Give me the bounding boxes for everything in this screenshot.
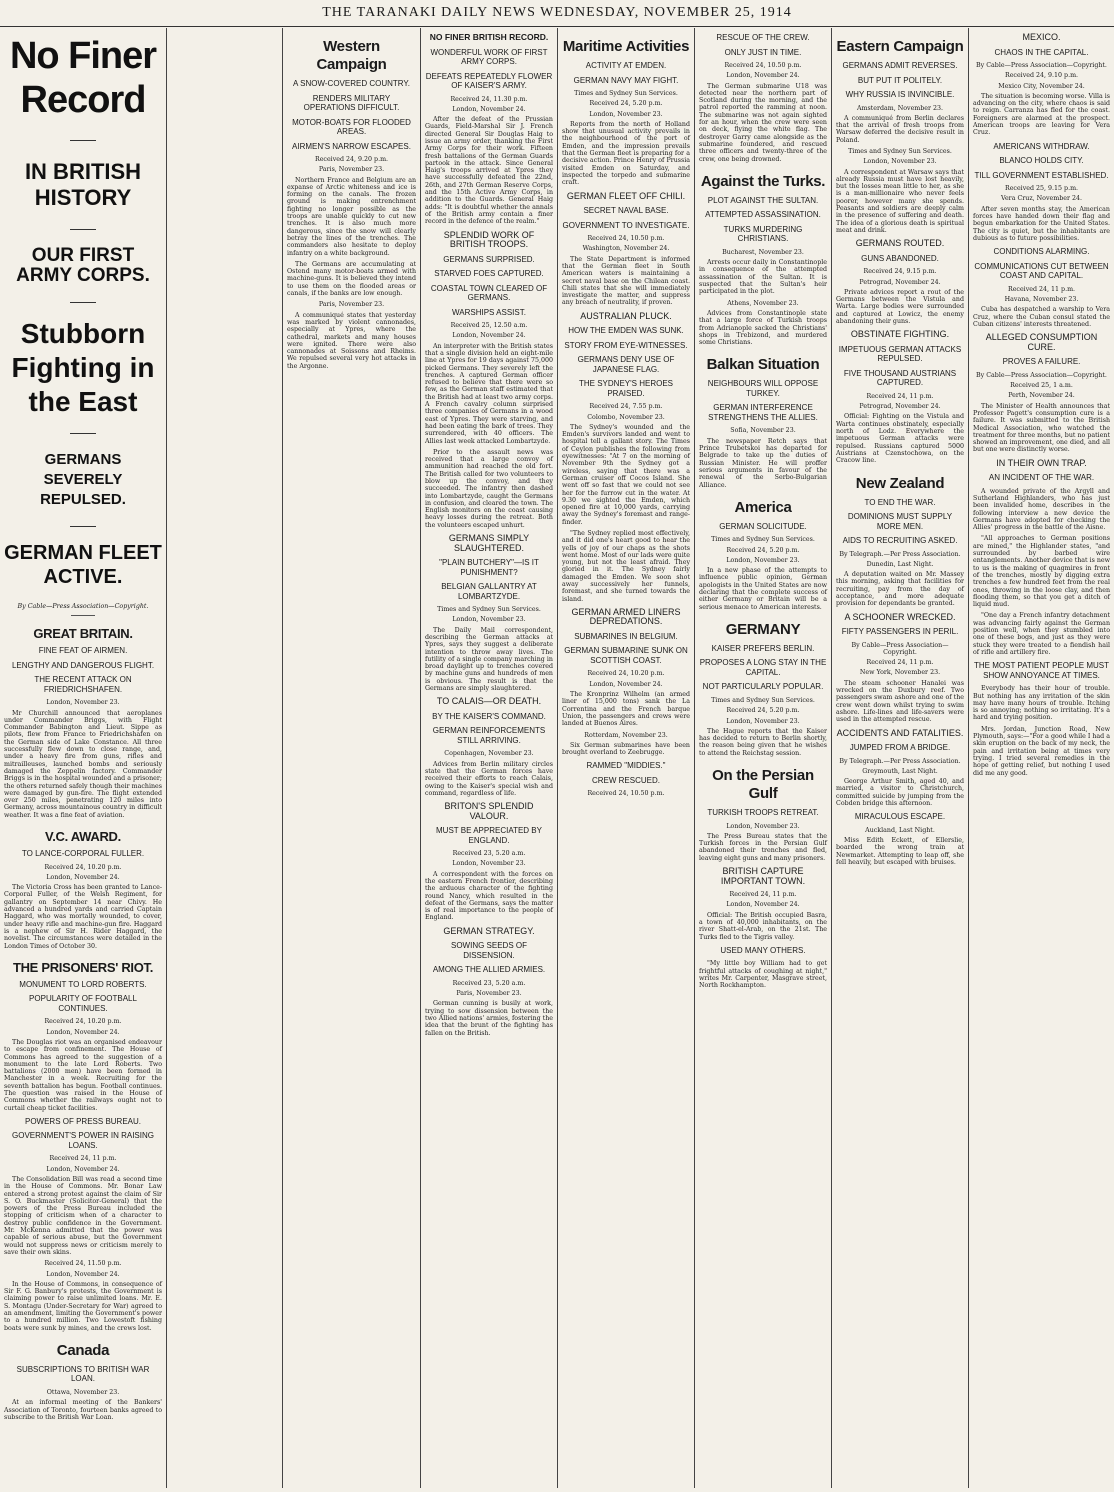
article-paragraph: Advices from Berlin military circles state that the German forces have received their efforts to reach Calais, owing to the Kaiser's special wish and command, regardless of life. [425, 760, 553, 797]
dateline: Sofia, November 23. [730, 427, 796, 435]
section-title-eastern-campaign: Eastern Campaign [836, 38, 964, 55]
article-paragraph: Six German submarines have been brought overland to Zeebrugge. [562, 741, 690, 757]
article-paragraph: In the House of Commons, in consequence of Sir F. G. Banbury's protests, the Government is claiming power to raise unlimited loans. Mr. E. S. Montagu (Under-Secretary for War) agreed to an amendment, limiting the Government's power to a hundred million. Two Lowestoft fishing boats were sunk by mines, and the crews lost. [4, 1280, 162, 1332]
subheading: SUBSCRIPTIONS TO BRITISH WAR LOAN. [16, 1364, 150, 1384]
section-title-armed-liners: GERMAN ARMED LINERS DEPREDATIONS. [571, 606, 681, 627]
subheading: MIRACULOUS ESCAPE. [854, 812, 946, 822]
article-paragraph: German cunning is busily at work, trying to sow dissension between the two Allied nations' armies, fostering the idea that the brunt of the fighting has fallen on the British. [425, 1000, 553, 1037]
subheading: GERMANS SURPRISED. [443, 254, 535, 264]
received-line: Received 24, 5.20 p.m. [726, 546, 800, 554]
subheading: TURKS MURDERING CHRISTIANS. [723, 224, 803, 244]
subheading: GERMAN SUBMARINE SUNK ON SCOTTISH COAST. [564, 646, 688, 665]
subheading: THE MOST PATIENT PEOPLE MUST SHOW ANNOYANCE AT TIMES. [974, 661, 1109, 680]
article-paragraph: The State Department is informed that the German fleet in South American waters is maintaining a secret naval base on the Chilean coast. Chili states that she will immediately investigate the matter, and suppress any breach of neutrality, if proven. [562, 255, 690, 307]
received-line: By Cable—Press Association—Copyright. [976, 62, 1107, 69]
article-paragraph: Arrests occur daily in Constantinople in consequence of the attempted assassination of the Sultan. It is suspected that the Sultan's heir participated in the plot. [699, 259, 827, 296]
subheading: GERMANS DENY USE OF JAPANESE FLAG. [577, 355, 675, 374]
column-4 [558, 28, 695, 1488]
dateline: Washington, November 24. [582, 245, 670, 253]
section-title-canada: Canada [56, 1341, 110, 1359]
dateline: London, November 24. [46, 1165, 120, 1173]
received-line: Received 24, 5.20 p.m. [726, 707, 800, 715]
subheading: FIVE THOUSAND AUSTRIANS CAPTURED. [843, 368, 957, 388]
dateline: London, November 24. [726, 72, 800, 80]
subheading: AMERICANS WITHDRAW. [993, 141, 1090, 151]
subheading: PROPOSES A LONG STAY IN THE CAPITAL. [699, 658, 827, 677]
received-line: Received 24, 10.50 p.m. [587, 790, 665, 798]
section-title-german-fleet-chili: GERMAN FLEET OFF CHILI. [566, 190, 686, 201]
dateline: Petrograd, November 24. [859, 403, 941, 411]
article-paragraph: A wounded private of the Argyll and Sutherland Highlanders, who has just been invalided home, describes in the following interview a new device the Germans have adopted for checking the Allies' progress in the battle of the Aisne. [973, 487, 1110, 532]
article-paragraph: Everybody has their hour of trouble. But nothing has any irritation of the skin may have many hours of trouble. Itching is so annoying; nothing so irritating. It's a hard and trying position. [973, 685, 1110, 722]
received-line: Received 24, 11.50 p.m. [44, 1260, 122, 1268]
article-paragraph: The Kronprinz Wilhelm (an armed liner of 15,000 tons) sank the La Correntina and the French barque Union, the passengers and crews were landed at Buenos Aires. [562, 691, 690, 728]
dateline: London, November 24. [726, 901, 800, 909]
subheading: PLOT AGAINST THE SULTAN. [707, 195, 819, 205]
received-line: Received 24, 11 p.m. [866, 392, 934, 400]
subheading: COMMUNICATIONS CUT BETWEEN COAST AND CAPITAL. [974, 261, 1109, 281]
received-line: Received 23, 5.20 a.m. [452, 850, 526, 858]
received-line: Received 23, 5.20 a.m. [452, 979, 526, 987]
masthead: THE TARANAKI DAILY NEWS WEDNESDAY, NOVEMBER 25, 1914 [0, 0, 1114, 27]
article-paragraph: Northern France and Belgium are an expanse of Arctic whiteness and ice is forming on the canals. The frozen ground is making entrenchment fighting no longer possible as the troops are unable quickly to cut new trenches. It is also much more dangerous, since the snow will clearly betray the lines of the trenches. The commanders also hesitate to deploy infantry on a white background. [287, 176, 416, 257]
received-line: Received 24, 11 p.m. [1007, 285, 1076, 293]
subheading: RENDERS MILITARY OPERATIONS DIFFICULT. [303, 93, 400, 112]
subheading: GERMAN INTERFERENCE STRENGTHENS THE ALLIES. [708, 403, 818, 422]
dateline: Rotterdam, November 23. [584, 731, 668, 739]
subheading: MOTOR-BOATS FOR FLOODED AREAS. [292, 117, 411, 136]
article-paragraph: An interpreter with the British states that a single division held an eight-mile line at Ypres for 19 days against 75,000 picked Germans. They severely left the trenches. A captured German officer refused to believe that there were so few, as the German staff estimated that the British had at least two army corps. A French cavalry column surprised three companies of Germans in a wood east of Ypres. They were starving, and had been eating the bark of trees. They surrendered, with 40 officers. The Allies last week attacked Lombartzyde. [425, 342, 553, 445]
dateline: London, November 24. [452, 105, 526, 113]
dateline: London, November 24. [46, 873, 120, 881]
subheading: LENGTHY AND DANGEROUS FLIGHT. [11, 660, 155, 670]
column-2-body [283, 28, 421, 1488]
section-title-no-finer-british-record: NO FINER BRITISH RECORD. [429, 32, 549, 42]
subheading: ATTEMPTED ASSASSINATION. [705, 210, 821, 220]
dateline: Auckland, Last Night. [865, 826, 935, 834]
received-line: Times and Sydney Sun Services. [574, 90, 678, 97]
column-1 [0, 28, 167, 1488]
section-title-german-strategy: GERMAN STRATEGY. [443, 925, 535, 936]
dateline: London, November 24. [589, 680, 663, 688]
section-title-consumption-cure: ALLEGED CONSUMPTION CURE. [985, 332, 1098, 352]
article-paragraph: After the defeat of the Prussian Guards, Field-Marshal Sir J. French directed General Sir Douglas Haig to issue an army order, thanking the First Army Corps for their work. Fifteen fresh battalions of the German Guards partook in the attack. Since General Haig's troops arrived at Ypres they have successfully defeated the 22nd, 26th, and 27th German Reserve Corps, and the 15th Active Army Corps, in addition to the Guards. General Haig adds: "It is doubtful whether the annals of the British army contain a finer record in the defence of the realm." [425, 116, 553, 226]
headline-british-history: IN BRITISH HISTORY [24, 159, 142, 210]
section-title-america: America [734, 498, 792, 516]
subheading: HOW THE EMDEN WAS SUNK. [568, 326, 684, 336]
subheading: BLANCO HOLDS CITY. [999, 156, 1084, 166]
dateline: Amsterdam, November 23. [856, 104, 944, 112]
dateline: London, November 23. [589, 110, 663, 118]
article-paragraph: The Victoria Cross has been granted to Lance-Corporal Fuller, of the Welsh Regiment, for gallantry on September 14 near Chivy. He advanced a hundred yards and carried Captain Haggard, who was mortally wounded, to cover, under heavy rifle and machine-gun fire. Haggard is a nephew of Sir H. Rider Haggard, the novelist. The circumstances were detailed in the London Times of October 30. [4, 884, 162, 950]
column-7 [969, 28, 1114, 1488]
received-line: By Cable—Press Association—Copyright. [851, 641, 949, 656]
dateline: Dunedin, Last Night. [866, 560, 934, 568]
article-paragraph: The Germans are accumulating at Ostend many motor-boats armed with machine-guns. It is believed they intend to use them on the flooded areas or canals, if the banks are low enough. [287, 260, 416, 298]
received-line: Times and Sydney Sun Services. [437, 606, 541, 614]
section-title-persian-gulf: On the Persian Gulf [712, 767, 814, 803]
dateline: London, November 24. [452, 332, 526, 340]
received-line: Times and Sydney Sun Services. [711, 696, 815, 704]
dateline: Athens, November 23. [727, 299, 799, 307]
article-paragraph: Mrs. Jordan, Junction Road, New Plymouth, says:—"For a good while I had a skin eruption on the back of my neck, the pain and irritation being at times very trying. I tried several remedies in the hope of getting relief, but nothing I used did me any good. [973, 725, 1110, 777]
dateline: London, November 23. [452, 860, 526, 868]
subheading: WONDERFUL WORK OF FIRST ARMY CORPS. [430, 47, 548, 66]
dateline: Paris, November 23. [318, 301, 385, 309]
article-paragraph: Private advices report a rout of the Germans between the Vistula and Warta. Large bodies were surrounded and captured at Lowicz, the enemy abandoning their guns. [836, 288, 964, 326]
dateline: Ottawa, November 23. [46, 1388, 120, 1396]
subheading: STORY FROM EYE-WITNESSES. [564, 340, 688, 350]
received-line: Times and Sydney Sun Services. [848, 147, 952, 155]
section-title-rammed-middies: RAMMED "MIDDIES." [586, 761, 666, 771]
article-paragraph: The Minister of Health announces that Professor Pagett's consumption cure is a failure. It was submitted to the British Medical Association, who watched the treatment for three months, but no patient showed an improvement, one died, and all but one were distinctly worse. [973, 402, 1110, 454]
subheading: WHY RUSSIA IS INVINCIBLE. [845, 90, 955, 99]
section-title-great-britain: GREAT BRITAIN. [33, 626, 133, 642]
section-title-germany: GERMANY [725, 620, 801, 638]
subheading: TURKISH TROOPS RETREAT. [707, 808, 819, 818]
subheading: POPULARITY OF FOOTBALL CONTINUES. [29, 994, 137, 1013]
article-paragraph: "The Sydney replied most effectively, and it did one's heart good to hear the yells of joy of our chaps as the shots went home. Most of our lads were quite young, but not the least afraid. They gloried in it. The Sydney fairly damaged the Emden. We soon shot away successively her funnels, foremast, and she turned towards the island. [562, 529, 690, 603]
article-paragraph: Official: Fighting on the Vistula and Warta continues obstinately, especially north of Lodz. Everywhere the impetuous German attacks were repulsed. Russians captured 5000 Austrians at Czenstochowa, on the Cracow line. [836, 413, 964, 465]
article-paragraph: The steam schooner Hanalei was wrecked on the Duxbury reef. Two passengers swam ashore and one of the crew went down whilst trying to swim ashore. Life-lines and life-savers were used in the attempted rescue. [836, 679, 964, 724]
subheading: ACTIVITY AT EMDEN. [585, 61, 667, 70]
article-paragraph: The German submarine U18 was detected near the northern part of Scotland during the morning, and the patrol reported the ramming at noon. The submarine was not again sighted for an hour, when the crew were seen on deck, flying the white flag. The destroyer Garry came alongside as the submarine foundered, and rescued three officers and twenty-three of the crew, one being drowned. [699, 82, 827, 163]
subheading: STARVED FOES CAPTURED. [434, 269, 544, 279]
subheading: TO LANCE-CORPORAL FULLER. [21, 849, 145, 859]
received-line: Received 24, 10.20 p.m. [587, 670, 665, 678]
subheading: GUNS ABANDONED. [861, 253, 939, 263]
received-line: Received 24, 11.30 p.m. [450, 95, 528, 103]
subheading: ONLY JUST IN TIME. [724, 47, 802, 57]
article-paragraph: The newspaper Retch says that Prince Trubetskoi has departed for Belgrade to take up the duties of Russian Minister. He will proffer serious arguments in favour of the renewal of the Serbo-Bulgarian Alliance. [699, 437, 827, 489]
subheading: WARSHIPS ASSIST. [452, 307, 526, 317]
article-paragraph: Reports from the north of Holland show that unusual activity prevails in the neighbourhood of the port of Emden, and the impression prevails that the German fleet is preparing for a decisive action. Prince Henry of Prussia visited Emden on Saturday, and inspected the torpedo and submarine craft. [562, 120, 690, 187]
subheading: NEIGHBOURS WILL OPPOSE TURKEY. [707, 379, 819, 398]
received-line: Received 25, 12.50 a.m. [450, 322, 528, 330]
dateline: Colombo, November 23. [587, 413, 665, 421]
dateline: Havana, November 23. [1004, 296, 1079, 304]
subheading: CREW RESCUED. [591, 775, 660, 785]
article-paragraph: The Daily Mail correspondent, describing the German attacks at Ypres, says they suggest a deliberate intention to throw away lives. The futility of a single company marching in broad daylight up to trenches covered by machine guns and hundreds of men is obvious. The result is that the Germans are simply slaughtered. [425, 626, 553, 693]
article-paragraph: Mr Churchill announced that aeroplanes under Commander Briggs, with Flight Commander Babington and Lieut. Sippe as pilots, flew from France to Friedrichshafen on the German side of Lake Constance. All three successfully flew down to close range, and, under a heavy fire from guns, rifles and mitrailleuses, launched bombs and seriously damaged the Zeppelin factory. Commander Briggs is in the hospital wounded and a prisoner; the others returned safely though their machines were damaged by gun-fire. The flight extended over 250 miles, penetrating 120 miles into Germany, across mountainous country in difficult weather. It was a fine feat of aviation. [4, 709, 162, 819]
subheading: FIFTY PASSENGERS IN PERIL. [841, 627, 959, 637]
dateline: London, November 24. [46, 1270, 120, 1278]
subheading: AIRMEN'S NARROW ESCAPES. [292, 141, 411, 151]
article-paragraph: Advices from Constantinople state that a large force of Turkish troops from Adrianople sacked the Christians' shops in Trebizond, and murdered some Christians. [699, 309, 827, 347]
subheading: A SNOW-COVERED COUNTRY. [293, 79, 410, 88]
subheading: RESCUE OF THE CREW. [716, 33, 810, 42]
byline: By Cable—Press Association—Copyright. [17, 603, 149, 610]
section-title-germans-slaughtered: GERMANS SIMPLY SLAUGHTERED. [448, 533, 530, 553]
article-paragraph: George Arthur Smith, aged 40, and married, a visitor to Christchurch, committed suicide by jumping from the Cobden bridge this afternoon. [836, 778, 964, 808]
column-3 [421, 28, 558, 1488]
dateline: Vera Cruz, November 24. [1000, 195, 1082, 203]
section-title-germans-routed: GERMANS ROUTED. [855, 238, 945, 249]
column-australia [167, 28, 283, 1488]
received-line: By Telegraph.—Per Press Association. [839, 550, 961, 558]
subheading: GOVERNMENT'S POWER IN RAISING LOANS. [12, 1131, 154, 1150]
dateline: Greymouth, Last Night. [862, 767, 938, 775]
subheading: GERMAN NAVY MAY FIGHT. [573, 75, 679, 85]
section-title-splendid-work: SPLENDID WORK OF BRITISH TROOPS. [443, 229, 535, 250]
subheading: AMONG THE ALLIED ARMIES. [432, 965, 546, 975]
section-title-vc-award: V.C. AWARD. [45, 829, 121, 845]
received-line: Received 24, 11 p.m. [49, 1155, 117, 1163]
received-line: Received 24, 9.10 p.m. [1004, 72, 1079, 80]
article-paragraph: After seven months stay, the American forces have handed down their flag and begun embarkation for the United States. The city is quiet, but the inhabitants are dubious as to future possibilities. [973, 205, 1110, 242]
section-title-australian-pluck: AUSTRALIAN PLUCK. [580, 310, 672, 321]
subheading: GERMAN SOLICITUDE. [719, 521, 807, 531]
subheading: GOVERNMENT TO INVESTIGATE. [562, 220, 690, 230]
article-paragraph: At an informal meeting of the Bankers' Association of Toronto, fourteen banks agreed to subscribe to the British War Loan. [4, 1399, 162, 1421]
article-paragraph: Miss Edith Eckett, of Ellerslie, boarded the wrong train at Newmarket. Attempting to leap off, she fell heavily, but escaped with bruises. [836, 837, 964, 867]
received-line: By Telegraph.—Per Press Association. [839, 757, 961, 765]
section-title-accidents: ACCIDENTS AND FATALITIES. [836, 727, 964, 738]
subheading: DEFEATS REPEATEDLY FLOWER OF KAISER'S ARMY. [425, 71, 553, 90]
received-line: Received 24, 10.20 p.m. [44, 863, 122, 871]
article-paragraph: Cuba has despatched a warship to Vera Cruz, where the Cuban consul stated the Cuban citizens' interests threatened. [973, 306, 1110, 328]
subheading: AN INCIDENT OF THE WAR. [988, 473, 1095, 483]
section-title-against-turks: Against the Turks. [700, 172, 826, 190]
received-line: Received 24, 10.20 p.m. [44, 1018, 122, 1026]
received-line: Times and Sydney Sun Services. [711, 536, 815, 544]
column-6 [832, 28, 969, 1488]
subheading: BUT PUT IT POLITELY. [857, 75, 943, 85]
article-paragraph: A communiqué states that yesterday was marked by violent cannonades, especially at Ypres, where the cathedral, markets and many houses were ignited. There were also cannonades at Soissons and Rheims. We repulsed several very hot attacks in the Argonne. [287, 311, 416, 370]
dateline: London, November 23. [46, 699, 120, 707]
headline-germans-repulsed: GERMANS SEVERELY REPULSED. [40, 451, 126, 508]
section-title-balkan-situation: Balkan Situation [706, 356, 820, 374]
received-line: Received 24, 11 p.m. [729, 891, 797, 899]
section-title-new-zealand: New Zealand [855, 474, 945, 492]
dateline: Paris, November 23. [318, 166, 385, 174]
section-title-prisoners-riot: THE PRISONERS' RIOT. [12, 959, 154, 975]
subheading: KAISER PREFERS BERLIN. [711, 643, 815, 653]
article-paragraph: In a new phase of the attempts to influence public opinion, German apologists in the United States are now declaring that the complete success of either Germany or Britain will be a serious menace to American interests. [699, 567, 827, 611]
section-title-mexico: MEXICO. [1022, 32, 1061, 42]
dateline: London, November 23. [452, 616, 526, 624]
article-paragraph: The Hague reports that the Kaiser has decided to return to Berlin shortly, the reason being given that he wishes to attend the Reichstag session. [699, 727, 827, 757]
subheading: NOT PARTICULARLY POPULAR. [702, 682, 824, 692]
subheading: DOMINIONS MUST SUPPLY MORE MEN. [847, 512, 953, 531]
subheading: USED MANY OTHERS. [720, 945, 806, 955]
subheading: COASTAL TOWN CLEARED OF GERMANS. [430, 283, 548, 303]
section-title-schooner-wrecked: A SCHOONER WRECKED. [844, 611, 956, 622]
headline-no-finer-record: No Finer Record [9, 35, 157, 121]
dateline: London, November 23. [726, 822, 800, 830]
subheading: MONUMENT TO LORD ROBERTS. [19, 979, 147, 989]
subheading: GERMAN REINFORCEMENTS STILL ARRIVING. [432, 726, 546, 745]
subheading: SECRET NAVAL BASE. [583, 206, 669, 216]
column-5 [695, 28, 832, 1488]
dateline: Paris, November 23. [456, 990, 522, 998]
subheading: SOWING SEEDS OF DISSENSION. [450, 941, 527, 960]
headline-german-fleet-active: GERMAN FLEET ACTIVE. [4, 542, 162, 588]
headline-first-army-corps: OUR FIRST ARMY CORPS. [16, 245, 150, 286]
subheading: POWERS OF PRESS BUREAU. [24, 1116, 142, 1126]
section-title-obstinate-fighting: OBSTINATE FIGHTING. [850, 329, 950, 340]
received-line: Received 24, 7.55 p.m. [589, 403, 663, 411]
subheading: FINE FEAT OF AIRMEN. [38, 646, 128, 656]
received-line: Received 24, 9.15 p.m. [863, 268, 937, 276]
section-title-western-campaign: Western Campaign [316, 38, 387, 73]
subheading: SUBMARINES IN BELGIUM. [574, 631, 678, 641]
dateline: Mexico City, November 24. [998, 82, 1085, 90]
dateline: London, November 24. [46, 1028, 120, 1036]
received-line: Received 24, 10.50 p.m. [724, 62, 802, 69]
dateline: Copenhagen, November 23. [444, 750, 534, 758]
received-line: Received 24, 11 p.m. [866, 659, 934, 667]
subheading: JUMPED FROM A BRIDGE. [849, 743, 951, 753]
subheading: TO END THE WAR. [864, 497, 936, 507]
article-paragraph: The Douglas riot was an organised endeavour to escape from confinement. The House of Commons has agreed to the suggestion of a monument to the late Lord Roberts. Two battalions (2000 men) have been formed in Manchester in a week. Recruiting for the seventh battalion has begun. Football continues. The question was raised in the House of Commons whether the railways ought not to curtail cheap ticket facilities. [4, 1038, 162, 1112]
received-line: Received 24, 10.50 p.m. [587, 235, 665, 243]
dateline: London, November 23. [863, 158, 937, 166]
section-title-britons-valour: BRITON'S SPLENDID VALOUR. [444, 801, 534, 821]
subheading: CONDITIONS ALARMING. [993, 247, 1090, 257]
article-paragraph: A deputation waited on Mr. Massey this morning, asking that facilities for recruiting, pay from the day of acceptance, and more adequate provision for dependants be granted. [836, 571, 964, 608]
article-paragraph: The Consolidation Bill was read a second time in the House of Commons. Mr. Bonar Law entered a strong protest against the claim of Sir S. O. Buckmaster (Solicitor-General) that the powers of the Press Bureau included the stopping of criticism when of a character to destroy public confidence in the Government. Mr. McKenna admitted that the power was capable of serious abuse, but the Government would not suppress news or criticism merely to save their own skins. [4, 1175, 162, 1256]
article-paragraph: "One day a French infantry detachment was advancing fairly against the German position well, when they stumbled into one of these bogs, and just as they were stuck they were treated to a fiendish hail of rifle and artillery fire. [973, 612, 1110, 656]
article-paragraph: "My little boy William had to get frightful attacks of coughing at night," writes Mr. Carpenter, Masgrave street, North Rockhampton. [699, 960, 827, 990]
dateline: London, November 23. [726, 717, 800, 725]
subheading: TILL GOVERNMENT ESTABLISHED. [974, 170, 1109, 180]
subheading: CHAOS IN THE CAPITAL. [994, 47, 1089, 57]
dateline: Perth, November 24. [1008, 392, 1075, 400]
article-paragraph: A correspondent with the forces on the eastern French frontier, describing the arduous character of the fighting round Nancy, which resulted in the defeat of the Germans, says the matter is of real importance to the people of England. [425, 870, 553, 922]
article-paragraph: Official: The British occupied Basra, a town of 40,000 inhabitants, on the river Shatt-el-Arab, on the 21st. The Turks fled to the Tigris valley. [699, 911, 827, 941]
section-title-own-trap: IN THEIR OWN TRAP. [996, 457, 1087, 468]
section-title-british-capture: BRITISH CAPTURE IMPORTANT TOWN. [720, 866, 806, 886]
dateline: New York, November 23. [859, 669, 941, 677]
subheading: THE RECENT ATTACK ON FRIEDRICHSHAFEN. [34, 675, 132, 694]
received-line: Received 25, 1 a.m. [1010, 382, 1073, 390]
dateline: Bucharest, November 23. [722, 248, 804, 256]
subheading: AIDS TO RECRUITING ASKED. [842, 536, 958, 545]
article-paragraph: A correspondent at Warsaw says that already Russia must have lost heavily, but the losses mean little to her, as she is a man-millionaire who never feels poorer, however many she spends. Peasants and soldiers are deeply calm in the presence of suffering and death. The idea of a glorious death is spiritual meat and drink. [836, 168, 964, 234]
section-title-maritime-activities: Maritime Activities [562, 38, 690, 55]
subheading: GERMANS ADMIT REVERSES. [842, 61, 958, 70]
received-line: Received 25, 9.15 p.m. [1004, 185, 1079, 193]
article-paragraph: Prior to the assault news was received that a large convoy of ammunition had reached the old fort. The British called for two volunteers to blow up the convoy, and they succeeded. The infantry then dashed into Lombartzyde, caught the Germans in confusion, and cleared the town. The English monitors on the coast causing heavy losses during the retreat. Both the volunteers escaped unhurt. [425, 448, 553, 529]
subheading: MUST BE APPRECIATED BY ENGLAND. [436, 826, 542, 845]
received-line: By Cable—Press Association—Copyright. [976, 371, 1107, 379]
subheading: "PLAIN BUTCHERY"—IS IT PUNISHMENT? [439, 558, 539, 577]
subheading: IMPETUOUS GERMAN ATTACKS REPULSED. [838, 344, 962, 364]
subheading: BELGIAN GALLANTRY AT LOMBARTZYDE. [441, 582, 537, 601]
section-title-to-calais: TO CALAIS—OR DEATH. [436, 696, 542, 707]
article-paragraph: The Press Bureau states that the Turkish forces in the Persian Gulf abandoned their trenches and fled, leaving eight guns and many prisoners. [699, 832, 827, 862]
article-paragraph: A communiqué from Berlin declares that the arrival of fresh troops from Warsaw deferred the decisive result in Poland. [836, 114, 964, 144]
subheading: THE SYDNEY'S HEROES PRAISED. [579, 379, 673, 398]
article-paragraph: The situation is becoming worse. Villa is advancing on the city, where chaos is said to reign. Carranza has fled for the coast. Foreigners are alarmed at the prospect. American troops are leaving for Vera Cruz. [973, 92, 1110, 137]
received-line: Received 24, 9.20 p.m. [314, 156, 389, 163]
subheading: BY THE KAISER'S COMMAND. [432, 711, 546, 721]
article-paragraph: The Sydney's wounded and the Emden's survivors landed and went to hospital tell a gallant story. The Times of Ceylon publishes the following from eyewitnesses: "At 7 on the morning of November 9th the Sydney got a wireless, saying that there was a German cruiser off Cocos Island. She went off so fast that we could not see her for the furrow cut in the water. At 9.30 we sighted the Emden, which opened fire at 10,000 yards, carrying away the Sydney's foremast and range-finder. [562, 423, 690, 526]
headline-stubborn-fighting: Stubborn Fighting in the East [11, 318, 155, 417]
dateline: Petrograd, November 24. [859, 278, 941, 286]
received-line: Received 24, 5.20 p.m. [589, 100, 663, 108]
dateline: London, November 23. [726, 556, 800, 564]
subheading: PROVES A FAILURE. [1002, 357, 1081, 367]
article-paragraph: "All approaches to German positions are mined," the Highlander states, "and surrounded by barbed wire entanglements. Another device that is new to us is the making of quagmires in front of the trenches, mostly by digging extra trenches a few hundred feet from the real ones, throwing in the loose clay, and then flooding them, so that you get a ditch of liquid mud. [973, 535, 1111, 609]
